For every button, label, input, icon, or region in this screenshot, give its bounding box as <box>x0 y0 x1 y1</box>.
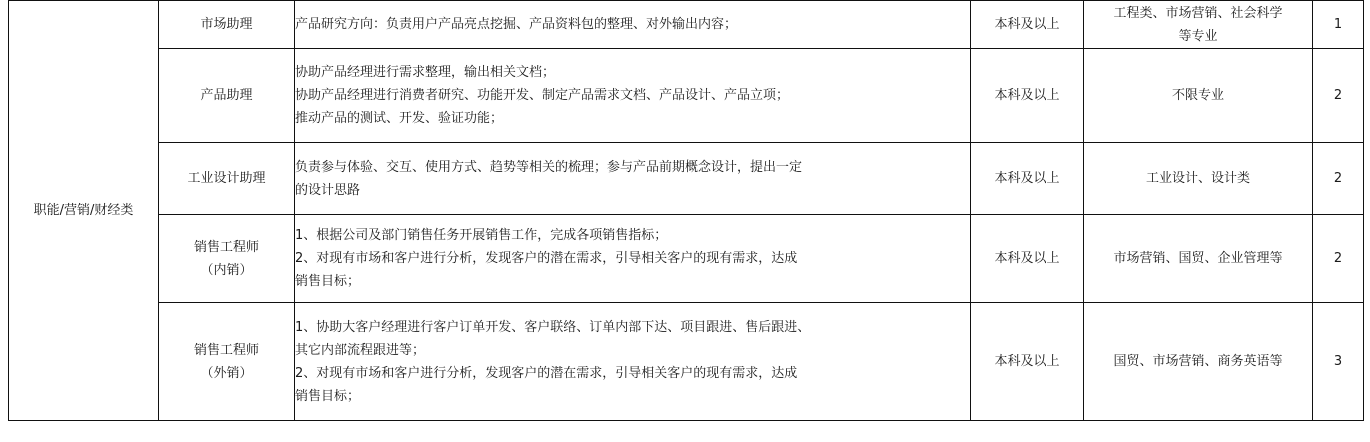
table-row <box>9 143 1364 215</box>
major-text: 工业设计、设计类 <box>1145 171 1250 186</box>
major-cell <box>1084 49 1313 143</box>
description-line: 1、协助大客户经理进行客户订单开发、客户联络、订单内部下达、项目跟进、售后跟进、 <box>295 319 811 335</box>
table-row <box>9 49 1364 143</box>
position-cell <box>159 1 295 49</box>
job-table <box>8 0 1364 421</box>
major-text: 国贸、市场营销、商务英语等 <box>1113 354 1283 369</box>
description-line: 销售目标； <box>295 388 361 404</box>
description-line: 协助产品经理进行需求整理，输出相关文档； <box>295 65 556 80</box>
count-cell: 2 <box>1313 143 1364 215</box>
description-cell <box>295 303 971 421</box>
description-line: 负责参与体验、交互、使用方式、趋势等相关的梳理；参与产品前期概念设计，提出一定 <box>295 159 803 175</box>
count-cell: 1 <box>1313 1 1364 49</box>
description-line: 协助产品经理进行消费者研究、功能开发、制定产品需求文档、产品设计、产品立项； <box>295 88 790 103</box>
position-cell <box>159 143 295 215</box>
position-cell <box>159 303 295 421</box>
position-text: 销售工程师 <box>193 342 259 358</box>
description-line: 销售目标； <box>295 274 361 289</box>
table-row <box>9 1 1364 49</box>
education-cell: 本科及以上 <box>971 49 1084 143</box>
major-cell <box>1084 1 1313 49</box>
major-text: 不限专业 <box>1171 88 1224 103</box>
major-cell <box>1084 215 1313 303</box>
description-line: 2、对现有市场和客户进行分析，发现客户的潜在需求，引导相关客户的现有需求，达成 <box>295 365 798 381</box>
description-cell <box>295 143 971 215</box>
education-cell: 本科及以上 <box>971 303 1084 421</box>
position-cell <box>159 215 295 303</box>
description-cell <box>295 215 971 303</box>
description-line: 的设计思路 <box>295 182 361 198</box>
position-text: 销售工程师 <box>193 239 259 255</box>
count-cell: 2 <box>1313 215 1364 303</box>
position-cell <box>159 49 295 143</box>
major-text: 市场营销、国贸、企业管理等 <box>1113 251 1283 266</box>
education-cell: 本科及以上 <box>971 143 1084 215</box>
description-line: 产品研究方向：负责用户产品亮点挖掘、产品资料包的整理、对外输出内容； <box>295 17 738 32</box>
major-text: 工程类、市场营销、社会科学 <box>1113 5 1283 21</box>
description-line: 2、对现有市场和客户进行分析，发现客户的潜在需求，引导相关客户的现有需求，达成 <box>295 251 798 266</box>
table-row <box>9 303 1364 421</box>
description-line: 1、根据公司及部门销售任务开展销售工作，完成各项销售指标； <box>295 228 668 243</box>
education-cell: 本科及以上 <box>971 1 1084 49</box>
description-cell <box>295 1 971 49</box>
count-cell: 3 <box>1313 303 1364 421</box>
major-cell <box>1084 143 1313 215</box>
position-text: 产品助理 <box>200 88 253 103</box>
position-text: 工业设计助理 <box>187 171 266 186</box>
category-cell: 职能/营销/财经类 <box>9 1 159 421</box>
description-line: 其它内部流程跟进等； <box>295 342 426 358</box>
table-row <box>9 215 1364 303</box>
position-text: （内销） <box>200 262 253 278</box>
position-text: 市场助理 <box>200 17 253 32</box>
count-cell: 2 <box>1313 49 1364 143</box>
education-cell: 本科及以上 <box>971 215 1084 303</box>
major-text: 等专业 <box>1178 28 1218 44</box>
major-cell <box>1084 303 1313 421</box>
description-line: 推动产品的测试、开发、验证功能； <box>295 111 504 126</box>
position-text: （外销） <box>200 365 253 381</box>
description-cell <box>295 49 971 143</box>
